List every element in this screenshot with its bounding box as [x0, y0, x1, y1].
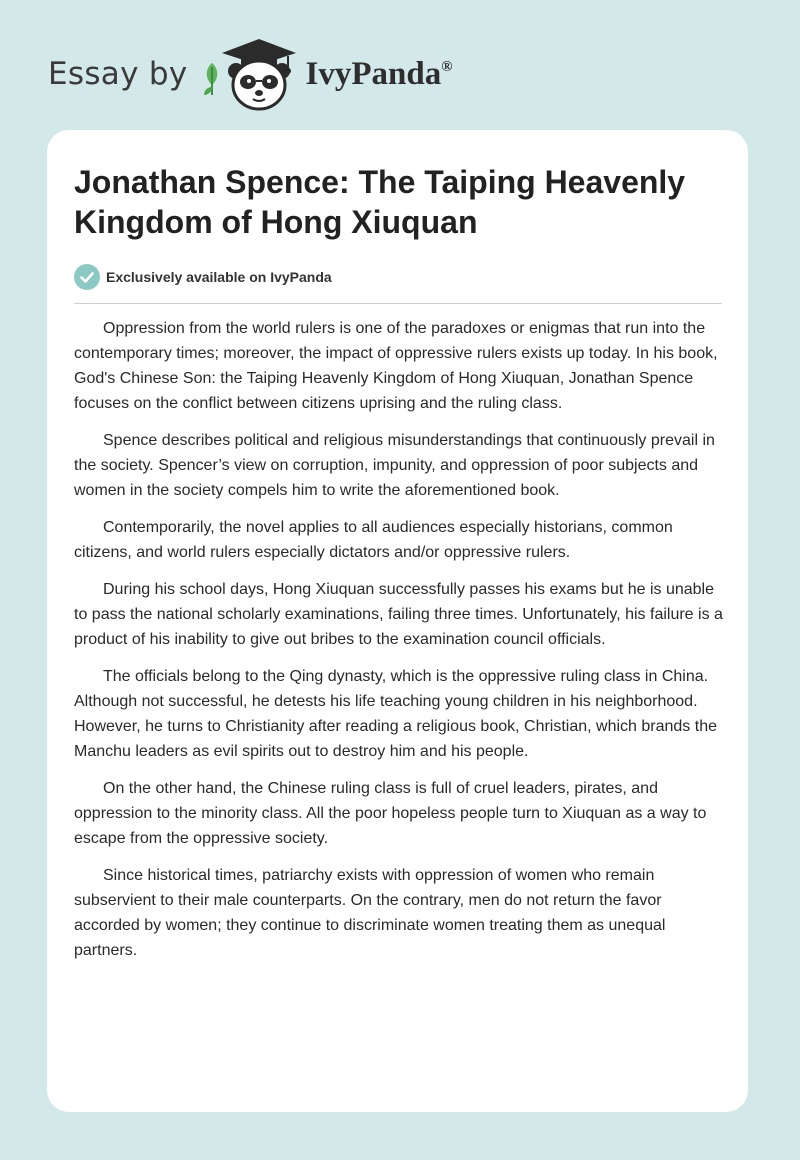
divider: [74, 303, 722, 304]
essay-card: [47, 130, 748, 1112]
exclusive-label: Exclusively available on IvyPanda: [106, 269, 332, 285]
exclusive-badge: [74, 264, 332, 290]
checkmark-icon: [74, 264, 100, 290]
essay-by-label: Essay by: [48, 55, 188, 92]
panda-mascot-icon: [218, 35, 300, 113]
brand-name: IvyPanda®: [305, 55, 453, 92]
paragraph: Contemporarily, the novel applies to all audiences especially historians, common citizens, and world rulers especially dictators and/or oppressive rulers.: [74, 519, 673, 561]
paragraph: During his school days, Hong Xiuquan successfully passes his exams but he is unable to pass the national scholarly examinations, failing three times. Unfortunately, his failure is a product of his inability to give out bribes to the examination council officials.: [74, 581, 723, 648]
paragraph: Oppression from the world rulers is one of the paradoxes or enigmas that run into the contemporary times; moreover, the impact of oppressive rulers exists up today. In his book, God's Chinese Son: the Taiping Heavenly Kingdom of Hong Xiuquan, Jonathan Spence focuses on the conflict between citizens uprising and the ruling class.: [74, 320, 718, 412]
paragraph: On the other hand, the Chinese ruling class is full of cruel leaders, pirates, and oppression to the minority class. All the poor hopeless people turn to Xiuquan as a way to escape from the oppressive society.: [74, 780, 707, 847]
site-logo[interactable]: [48, 34, 452, 114]
paragraph: Spence describes political and religious misunderstandings that continuously prevail in the society. Spencer’s view on corruption, impunity, and oppression of poor subjects and women in the society compels him to write the aforementioned book.: [74, 432, 715, 499]
essay-body: [74, 316, 726, 975]
essay-title: Jonathan Spence: The Taiping Heavenly Kingdom of Hong Xiuquan: [74, 164, 686, 240]
paragraph: The officials belong to the Qing dynasty, which is the oppressive ruling class in China. Although not successful, he detests his life teaching young children in his neighborhood. However, he turns to Christianity after reading a religious book, Christian, which brands the Manchu leaders as evil spirits out to destroy him and his people.: [74, 668, 717, 760]
paragraph: Since historical times, patriarchy exists with oppression of women who remain subservient to their male counterparts. On the contrary, men do not return the favor accorded by women; they continue to discriminate women treating them as unequal partners.: [74, 867, 666, 959]
